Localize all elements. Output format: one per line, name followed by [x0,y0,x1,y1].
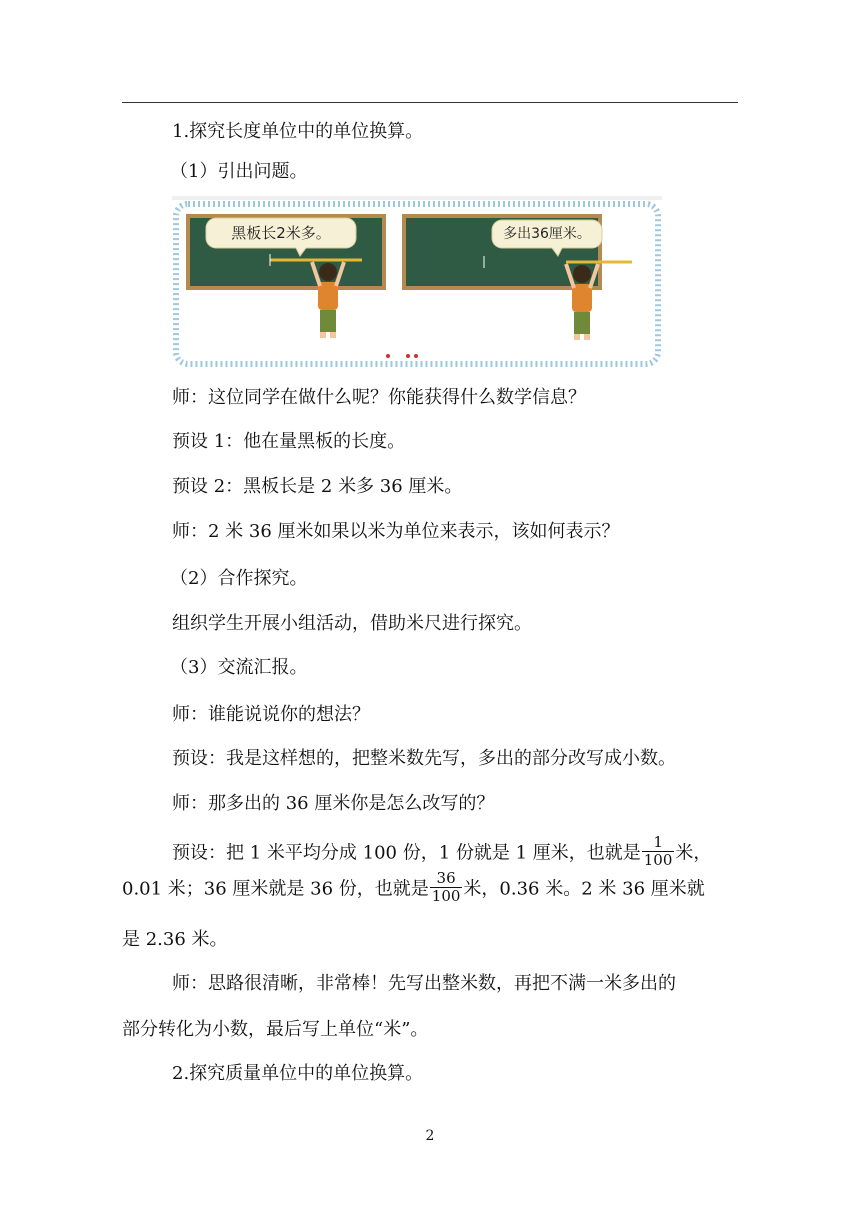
teacher-question-2: 师：2 米 36 厘米如果以米为单位来表示，该如何表示？ [172,521,620,542]
right-student [566,264,598,340]
teacher-comment-line-2: 部分转化为小数，最后写上单位“米”。 [122,1019,429,1040]
answer-4-text-a: 预设：把 1 米平均分成 100 份，1 份就是 1 厘米，也就是 [172,842,641,864]
step-2-heading: （2）合作探究。 [170,568,308,589]
step-1-heading: （1）引出问题。 [170,161,308,182]
fraction-1-numerator: 1 [642,834,675,852]
teacher-question-4: 师：那多出的 36 厘米你是怎么改写的？ [172,793,495,814]
teacher-question-1: 师：这位同学在做什么呢？你能获得什么数学信息？ [172,387,586,408]
preset-answer-3: 预设：我是这样想的，把整米数先写，多出的部分改写成小数。 [172,748,676,769]
fraction-1-over-100 [642,834,675,869]
fraction-2-numerator: 36 [430,870,463,888]
preset-answer-4-line-3: 是 2.36 米。 [122,929,228,950]
section-2-title: 2.探究质量单位中的单位换算。 [172,1063,424,1084]
teacher-comment-line-1: 师：思路很清晰，非常棒！先写出整米数，再把不满一米多出的 [172,973,676,994]
left-student [312,262,344,338]
preset-answer-4-line-2 [122,869,738,907]
answer-4-text-b: 米， [675,842,712,864]
page-number: 2 [425,1128,435,1144]
teacher-question-3: 师：谁能说说你的想法？ [172,704,370,725]
answer-4-text-d: 米，0.36 米。2 米 36 厘米就 [463,878,705,900]
preset-answer-2: 预设 2：黑板长是 2 米多 36 厘米。 [172,476,463,497]
header-rule [122,102,738,103]
blackboard-illustration [172,196,662,370]
answer-4-text-c: 0.01 米；36 厘米就是 36 份，也就是 [122,878,429,900]
group-activity: 组织学生开展小组活动，借助米尺进行探究。 [172,613,532,634]
fraction-1-denominator: 100 [643,851,673,869]
step-3-heading: （3）交流汇报。 [170,657,308,678]
preset-answer-4-line-1 [122,833,738,871]
fraction-36-over-100 [430,870,463,905]
fraction-2-denominator: 100 [431,887,461,905]
preset-answer-1: 预设 1：他在量黑板的长度。 [172,431,406,452]
left-bubble-text: 黑板长2米多。 [231,224,331,242]
right-bubble-text: 多出36厘米。 [503,226,591,242]
section-1-title: 1.探究长度单位中的单位换算。 [172,121,424,142]
